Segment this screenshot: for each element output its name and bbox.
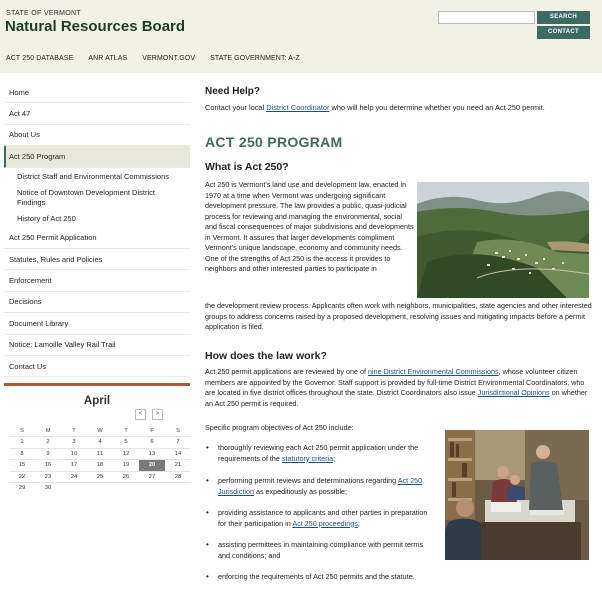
sidebar-item-statutes[interactable]: Statutes, Rules and Policies [4,249,190,270]
how-text-pre: Act 250 permit applications are reviewed by one of [205,367,369,376]
calendar-week-row [9,437,191,447]
weekday-label: M [45,428,51,434]
bullet-text: performing permit reviews and determinations regarding [218,476,398,485]
what-is-paragraph: Act 250 is Vermont's land use and development law, enacted in 1970 at a time when Vermont was undergoing significant development pressure. The law provides a public, quasi-judicial process for reviewing and managing the environmental, social and fiscal consequences of major subdivisions and developments in Vermont. It assures that larger developments compliment Vermont's unique landscape, economy and community needs. One of the strengths of Act 250 is the access it provides to neighbors and other interested parties to participate in [205,180,414,273]
sidebar-item-act-47[interactable]: Act 47 [4,103,190,124]
how-paragraph [205,367,595,409]
calendar-day[interactable]: 2 [46,439,50,446]
topnav-anr-atlas[interactable]: ANR ATLAS [88,55,128,62]
calendar-day[interactable]: 17 [70,462,78,469]
contact-button[interactable]: CONTACT [537,26,590,39]
topnav-act-250-database[interactable]: ACT 250 DATABASE [6,55,74,62]
site-title-link[interactable]: Natural Resources Board [5,18,186,35]
calendar-day[interactable]: 24 [70,473,78,480]
sidebar-item-enforcement[interactable]: Enforcement [4,270,190,291]
sidebar-subitem-history[interactable]: History of Act 250 [17,213,76,223]
calendar-prev-button[interactable]: < [135,409,146,420]
act-250-jurisdiction-link[interactable]: Act 250 Jurisdiction [218,476,423,496]
calendar-day[interactable]: 12 [122,450,130,457]
calendar-day[interactable]: 1 [20,439,24,446]
meeting-image [445,430,589,560]
act-250-proceedings-link[interactable]: Act 250 proceedings [292,518,358,528]
topnav-state-government[interactable]: STATE GOVERNMENT: A-Z [210,55,300,62]
search-button[interactable]: SEARCH [537,11,590,24]
calendar-day[interactable]: 18 [96,462,104,469]
calendar-day[interactable]: 4 [98,439,102,446]
sidebar-nav [4,82,190,377]
bullet-text: assisting permittees in maintaining compliance with permit terms and conditions; and [218,540,423,560]
what-is-paragraph-continued: the development review process. Applicants often work with neighbors, municipalities, state agencies and other interested groups to address concerns raised by a proposed development, resolving issues and mitigating impacts before a permit application is filed. [205,301,592,331]
calendar-day[interactable]: 25 [96,473,104,480]
calendar-day[interactable]: 29 [18,484,26,491]
statutory-criteria-link[interactable]: statutory criteria [281,453,334,463]
calendar-day[interactable]: 21 [174,462,182,469]
objectives-intro: Specific program objectives of Act 250 include: [205,423,354,432]
objective-bullet [205,443,433,464]
help-text-pre: Contact your local [205,103,267,112]
calendar-day [165,483,191,493]
weekday-label: S [20,428,24,434]
sidebar-item-act-250-program[interactable]: Act 250 Program [4,146,190,167]
how-text-post: on whether an Act 250 permit is required. [205,388,588,408]
bullet-text: providing assistance to applicants and other parties in preparation for their participation in [218,508,428,528]
calendar-day[interactable]: 8 [20,450,24,457]
calendar-week-row [9,449,191,459]
objective-bullet [205,540,433,561]
calendar-week-row [9,472,191,482]
calendar-day[interactable]: 11 [96,450,104,457]
bullet-text: thoroughly reviewing each Act 250 permit application under the requirements of the [218,443,419,463]
meeting-photo [445,430,589,560]
calendar-day-today[interactable]: 20 [139,460,165,470]
calendar-day[interactable]: 3 [72,439,76,446]
calendar-day[interactable]: 22 [18,473,26,480]
district-commissions-link[interactable]: nine District Environmental Commissions [368,367,499,376]
bullet-text-end: ; [333,453,336,463]
sidebar-item-about-us[interactable]: About Us [4,125,190,146]
sidebar-divider [4,383,190,386]
page-title: ACT 250 PROGRAM [205,134,343,150]
sidebar-item-decisions[interactable]: Decisions [4,292,190,313]
calendar-week-row [9,460,191,470]
bullet-text-end: as expeditiously as possible; [253,486,348,496]
calendar-next-button[interactable]: > [152,409,163,420]
calendar-day[interactable]: 15 [18,462,26,469]
topnav-vermont-gov[interactable]: VERMONT.GOV [142,55,196,62]
jurisdictional-opinions-link[interactable]: Jurisdictional Opinions [477,388,550,397]
calendar-weekday-header [9,426,191,436]
calendar-day[interactable]: 7 [176,439,180,446]
calendar-day [113,483,139,493]
calendar-day[interactable]: 23 [44,473,52,480]
calendar-day[interactable]: 9 [46,450,50,457]
site-header [0,0,602,73]
how-does-the-law-work-heading: How does the law work? [205,350,327,362]
calendar-day [61,483,87,493]
calendar-month-title: April [83,395,111,407]
calendar-day[interactable]: 13 [148,450,156,457]
calendar-day[interactable]: 28 [174,473,182,480]
calendar-day[interactable]: 14 [174,450,182,457]
bullet-text-end: ; [357,518,360,528]
search-input[interactable] [438,11,535,24]
landscape-image [417,182,589,298]
how-text-mid: , whose volunteer citizen members are appointed by the Governor. Staff support is provided by full-time District Environmental Coordinators, who are located in five district offices throughout the state. District Coordinators also issue [205,367,585,397]
bullet-text: enforcing the requirements of Act 250 permits and the statute. [218,572,415,581]
vermont-landscape-photo [417,182,589,298]
sidebar-item-rail-trail-notice[interactable]: Notice: Lamoille Valley Rail Trail [4,335,190,356]
calendar-week-row [9,483,191,493]
need-help-heading: Need Help? [205,86,261,97]
sidebar-item-home[interactable]: Home [4,82,190,103]
weekday-label: F [150,428,154,434]
calendar-grid [9,426,191,493]
sidebar-item-contact-us[interactable]: Contact Us [4,356,190,377]
calendar-day [87,483,113,493]
calendar-day[interactable]: 5 [124,439,128,446]
top-navigation [6,55,315,65]
calendar-day[interactable]: 10 [70,450,78,457]
what-is-act-250-heading: What is Act 250? [205,161,289,173]
sidebar-item-permit-application[interactable]: Act 250 Permit Application [4,228,190,249]
help-text-post: who will help you determine whether you need an Act 250 permit. [329,103,545,112]
sidebar-item-document-library[interactable]: Document Library [4,313,190,334]
weekday-label: S [176,428,180,434]
objective-bullet [205,476,433,497]
objective-bullet [205,572,433,583]
calendar-day[interactable]: 30 [44,484,52,491]
objective-bullet [205,508,433,529]
calendar-day[interactable]: 26 [122,473,130,480]
calendar-day[interactable]: 6 [150,439,154,446]
state-of-vermont-label: STATE OF VERMONT [6,10,81,17]
need-help-text [205,103,595,113]
sidebar-subitem-downtown-findings[interactable]: Notice of Downtown Development District Findings [17,187,155,207]
calendar-day[interactable]: 27 [148,473,156,480]
district-coordinator-link[interactable]: District Coordinator [266,103,330,112]
weekday-label: W [97,428,103,434]
weekday-label: T [72,428,76,434]
sidebar-subitem-district-staff[interactable]: District Staff and Environmental Commissions [17,171,169,181]
calendar-day[interactable]: 16 [44,462,52,469]
calendar-day[interactable]: 19 [122,462,130,469]
calendar-day [139,483,165,493]
weekday-label: T [124,428,128,434]
